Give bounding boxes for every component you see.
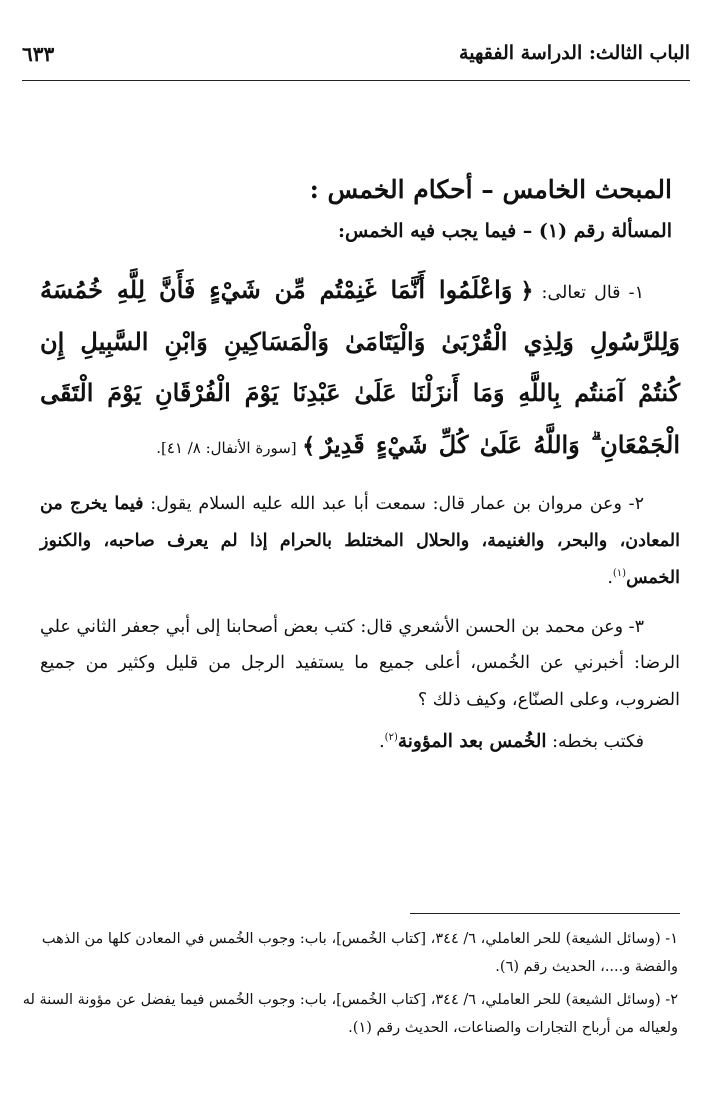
footnote-ref-2[interactable]: (٢) bbox=[384, 732, 398, 744]
hadith-paragraph-2 bbox=[40, 486, 680, 596]
ornate-close-bracket: ﴾ bbox=[302, 432, 316, 459]
footnote-ref-1[interactable]: (١) bbox=[612, 568, 627, 580]
question-title: المسألة رقم (١) – فيما يجب فيه الخمس: bbox=[337, 220, 672, 242]
item-2-quote: فيما يخرج من المعادن، والبحر، والغنيمة، والحلال المختلط بالحرام إذا لم يعرف صاحبه، والكنوز الخمس bbox=[40, 494, 680, 588]
sura-reference: [سورة الأنفال: ٨/ ٤١]. bbox=[156, 438, 297, 457]
footnote-1: ١- (وسائل الشيعة) للحر العاملي، ٦/ ٣٤٤، [كتاب الخُمس]، باب: وجوب الخُمس في المعادن كلها من الذهب والفضة و....، الحديث رقم (٦). bbox=[41, 931, 678, 976]
header-rule bbox=[22, 80, 690, 81]
running-header bbox=[22, 34, 690, 74]
quran-citation-paragraph bbox=[40, 264, 680, 470]
footnotes bbox=[22, 925, 678, 1046]
footnote-2: ٢- (وسائل الشيعة) للحر العاملي، ٦/ ٣٤٤، [كتاب الخُمس]، باب: وجوب الخُمس فيما يفضل عن مؤونة السنة له ولعياله من أرباح التجارات والصناعات، الحديث رقم (١). bbox=[22, 991, 678, 1036]
ornate-open-bracket: ﴿ bbox=[520, 278, 534, 304]
item-2-intro: ٢- وعن مروان بن عمار قال: سمعت أبا عبد الله عليه السلام يقول: bbox=[150, 494, 644, 515]
item-1-lead: ١- قال تعالى: bbox=[541, 283, 644, 303]
answer-text: الخُمس بعد المؤونة bbox=[397, 730, 547, 752]
page-number: ٦٣٣ bbox=[22, 42, 55, 66]
running-title: الباب الثالث: الدراسة الفقهية bbox=[459, 42, 690, 64]
hadith-paragraph-3 bbox=[40, 609, 680, 719]
answer-end: . bbox=[379, 731, 385, 752]
quran-verse: وَاعْلَمُوا أَنَّمَا غَنِمْتُم مِّن شَيْءٍ فَأَنَّ لِلَّهِ خُمُسَهُ وَلِلرَّسُولِ وَلِذِي الْقُرْبَىٰ وَالْيَتَامَىٰ وَالْمَسَاكِينِ وَابْنِ السَّبِيلِ إِن كُنتُمْ آمَنتُم بِاللَّهِ وَمَا أَنزَلْنَا عَلَىٰ عَبْدِنَا يَوْمَ الْفُرْقَانِ يَوْمَ الْتَقَى الْجَمْعَانِ ۗ وَاللَّهُ عَلَىٰ كُلِّ شَيْءٍ قَدِيرٌ bbox=[40, 275, 681, 459]
footnote-separator bbox=[410, 913, 680, 914]
item-3-text: ٣- وعن محمد بن الحسن الأشعري قال: كتب بعض أصحابنا إلى أبي جعفر الثاني علي الرضا: أخبرني عن الخُمس، أعلى جميع ما يستفيد الرجل من قليل وكثير من جميع الضروب، وعلى الصنّاع، وكيف ذلك ؟ bbox=[40, 616, 680, 711]
answer-line bbox=[40, 731, 644, 752]
section-heading: المبحث الخامس – أحكام الخمس : bbox=[309, 175, 672, 204]
page-body bbox=[40, 175, 680, 752]
answer-prefix: فكتب بخطه: bbox=[552, 731, 644, 752]
item-2-end: . bbox=[607, 567, 613, 588]
